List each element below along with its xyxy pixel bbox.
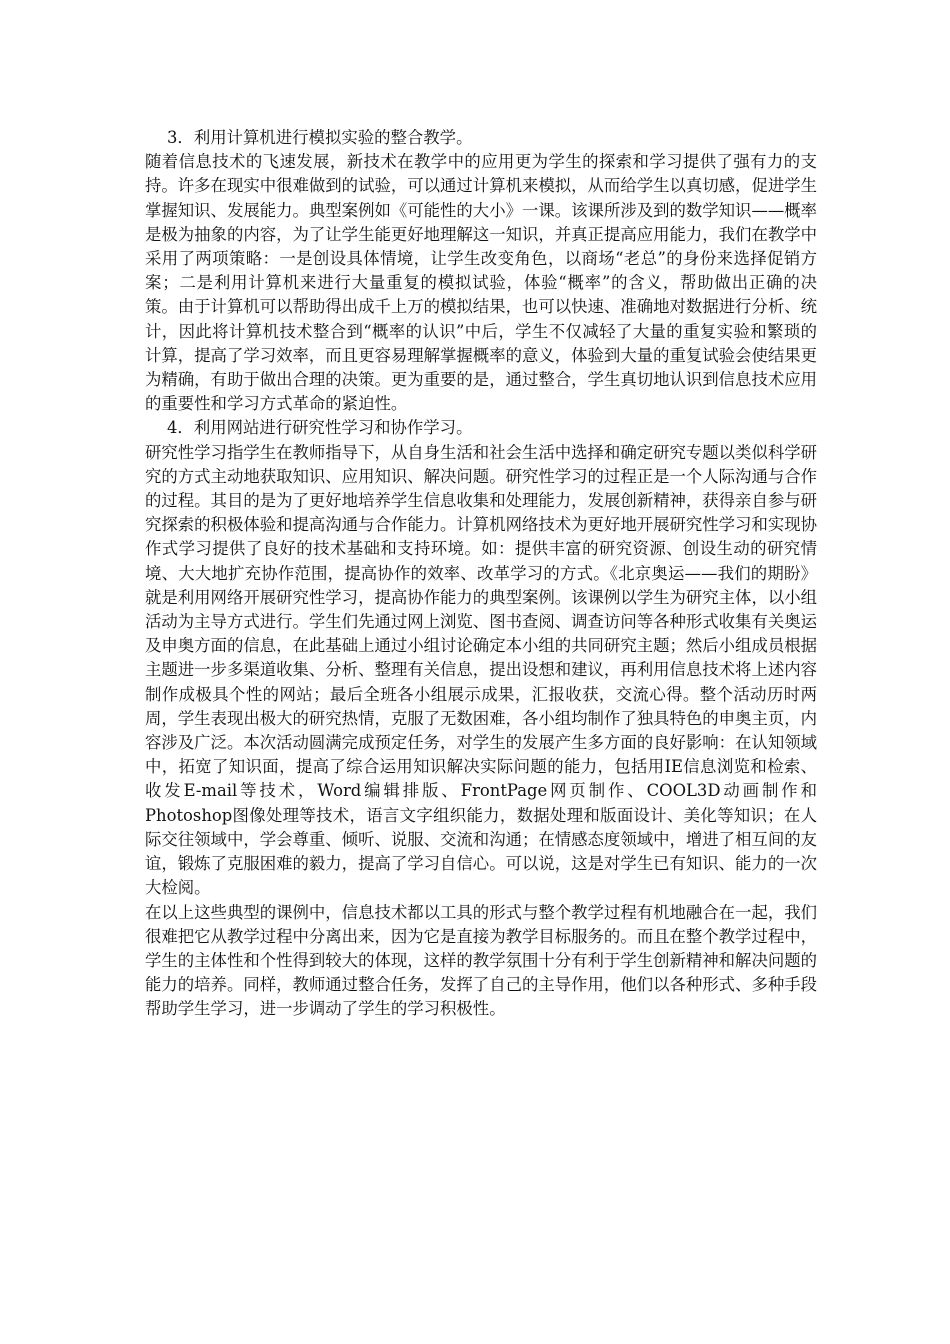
document-body — [145, 126, 817, 1022]
body-paragraph-research-learning: 研究性学习指学生在教师指导下，从自身生活和社会生活中选择和确定研究专题以类似科学研究的方式主动地获取知识、应用知识、解决问题。研究性学习的过程正是一个人际沟通与合作的过程。其目的是为了更好地培养学生信息收集和处理能力，发展创新精神，获得亲自参与研究探索的积极体验和提高沟通与合作能力。计算机网络技术为更好地开展研究性学习和实现协作式学习提供了良好的技术基础和支持环境。如：提供丰富的研究资源、创设生动的研究情境、大大地扩充协作范围，提高协作的效率、改革学习的方式。《北京奥运——我们的期盼》就是利用网络开展研究性学习，提高协作能力的典型案例。该课例以学生为研究主体，以小组活动为主导方式进行。学生们先通过网上浏览、图书查阅、调查访问等各种形式收集有关奥运及申奥方面的信息，在此基础上通过小组讨论确定本小组的共同研究主题；然后小组成员根据主题进一步多渠道收集、分析、整理有关信息，提出设想和建议，再利用信息技术将上述内容制作成极具个性的网站；最后全班各小组展示成果，汇报收获，交流心得。整个活动历时两周，学生表现出极大的研究热情，克服了无数困难，各小组均制作了独具特色的申奥主页，内容涉及广泛。本次活动圆满完成预定任务，对学生的发展产生多方面的良好影响：在认知领域中，拓宽了知识面，提高了综合运用知识解决实际问题的能力，包括用IE信息浏览和检索、收发E-mail等技术，Word编辑排版、FrontPage网页制作、COOL3D动画制作和Photoshop图像处理等技术，语言文字组织能力，数据处理和版面设计、美化等知识；在人际交往领域中，学会尊重、倾听、说服、交流和沟通；在情感态度领域中，增进了相互间的友谊，锻炼了克服困难的毅力，提高了学习自信心。可以说，这是对学生已有知识、能力的一次大检阅。 — [145, 442, 818, 898]
body-paragraph-simulation: 随着信息技术的飞速发展，新技术在教学中的应用更为学生的探索和学习提供了强有力的支持。许多在现实中很难做到的试验，可以通过计算机来模拟，从而给学生以真切感，促进学生掌握知识、发展能力。典型案例如《可能性的大小》一课。该课所涉及到的数学知识——概率是极为抽象的内容，为了让学生能更好地理解这一知识，并真正提高应用能力，我们在教学中采用了两项策略：一是创设具体情境，让学生改变角色，以商场“老总”的身份来选择促销方案；二是利用计算机来进行大量重复的模拟试验，体验“概率”的含义，帮助做出正确的决策。由于计算机可以帮助得出成千上万的模拟结果，也可以快速、准确地对数据进行分析、统计，因此将计算机技术整合到“概率的认识”中后，学生不仅减轻了大量的重复实验和繁琐的计算，提高了学习效率，而且更容易理解掌握概率的意义，体验到大量的重复试验会使结果更为精确，有助于做出合理的决策。更为重要的是，通过整合，学生真切地认识到信息技术应用的重要性和学习方式革命的紧迫性。 — [145, 152, 818, 414]
section-heading-3: 3．利用计算机进行模拟实验的整合教学。 — [167, 128, 473, 147]
section-heading-4: 4．利用网站进行研究性学习和协作学习。 — [167, 418, 473, 438]
body-paragraph-summary: 在以上这些典型的课例中，信息技术都以工具的形式与整个教学过程有机地融合在一起，我们很难把它从教学过程中分离出来，因为它是直接为教学目标服务的。而且在整个教学过程中，学生的主体性和个性得到较大的体现，这样的教学氛围十分有利于学生创新精神和解决问题的能力的培养。同样，教师通过整合任务，发挥了自己的主导作用，他们以各种形式、多种手段帮助学生学习，进一步调动了学生的学习积极性。 — [145, 902, 818, 1019]
